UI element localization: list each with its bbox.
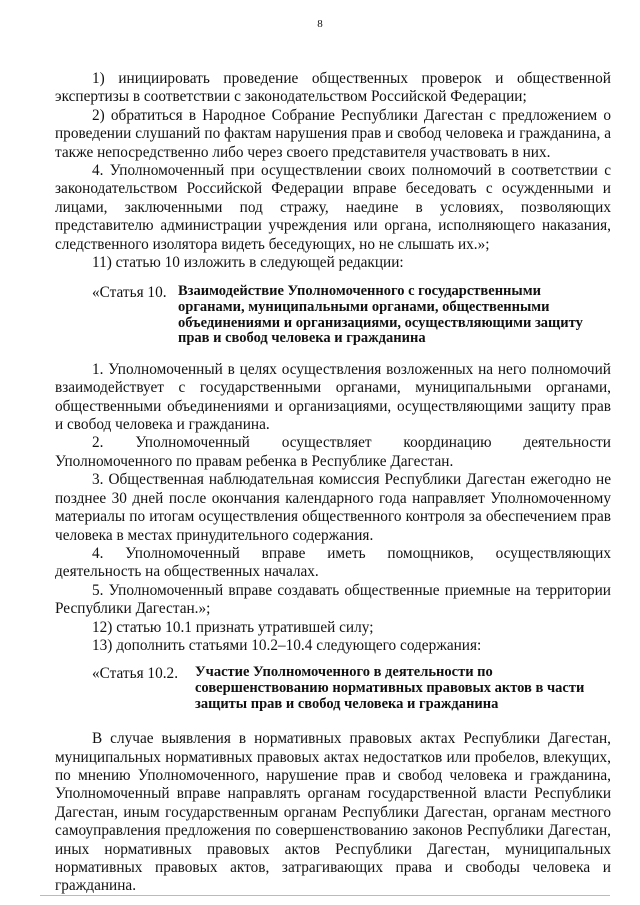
paragraph: 2) обратиться в Народное Собрание Республики Дагестан с предложением о проведении слушаний по фактам нарушения прав и свобод человека и гражданина, а также непосредственно либо через своего представителя участвовать в них.: [55, 106, 611, 161]
paragraph: 1) инициировать проведение общественных проверок и общественной экспертизы в соответствии с законодательством Российской Федерации;: [55, 70, 611, 106]
article-title: Участие Уполномоченного в деятельности по совершенствованию нормативных правовых актов в части защиты прав и свобод человека и гражданина: [195, 664, 585, 712]
article-heading-10: [92, 284, 611, 346]
article-title: Взаимодействие Уполномоченного с государственными органами, муниципальными органами, общественными объединениями и организациями, осуществляющими защиту прав и свобод человека и гражданина: [178, 283, 583, 347]
paragraph: 11) статью 10 изложить в следующей редакции:: [92, 254, 404, 272]
article-label: «Статья 10.: [92, 284, 167, 302]
paragraph: 4. Уполномоченный при осуществлении своих полномочий в соответствии с законодательством Российской Федерации вправе беседовать с осужденными и лицами, заключенными под стражу, наедине в условиях, позволяющих представителю администрации учреждения или органа, исполняющего наказания, следственного изолятора видеть беседующих, но не слышать их.»;: [55, 162, 611, 253]
paragraph: 12) статью 10.1 признать утратившей силу;: [92, 618, 374, 636]
paragraph: 5. Уполномоченный вправе создавать общественные приемные на территории Республики Дагестан.»;: [55, 581, 611, 618]
document-body: [55, 70, 611, 896]
page-number: 8: [317, 18, 323, 30]
paragraph: 3. Общественная наблюдательная комиссия Республики Дагестан ежегодно не позднее 30 дней после окончания календарного года направляет Уполномоченному материалы по итогам осуществления общественного контроля за обеспечением прав человека в местах принудительного содержания.: [55, 471, 611, 544]
paragraph: 4. Уполномоченный вправе иметь помощников, осуществляющих деятельность на общественных началах.: [55, 544, 611, 581]
paragraph: 1. Уполномоченный в целях осуществления возложенных на него полномочий взаимодействует с государственными органами, муниципальными органами, общественными объединениями и организациями, осуществляющими защиту прав и свобод человека и гражданина.: [55, 360, 611, 434]
article-label: «Статья 10.2.: [92, 665, 179, 683]
page-edge-line: [40, 895, 610, 896]
paragraph: В случае выявления в нормативных правовых актах Республики Дагестан, муниципальных нормативных правовых актах недостатков или пробелов, влекущих, по мнению Уполномоченного, нарушение прав и свобод человека и гражданина, Уполномоченный вправе направлять органам государственной власти Республики Дагестан, иным государственным органам Республики Дагестан, органам местного самоуправления предложения по совершенствованию законов Республики Дагестан, иных нормативных правовых актов Республики Дагестан, муниципальных нормативных правовых актов, затрагивающих права и свободы человека и гражданина.: [55, 730, 611, 895]
paragraph: 13) дополнить статьями 10.2–10.4 следующего содержания:: [92, 636, 482, 654]
article-heading-10-2: [92, 665, 611, 712]
paragraph: 2. Уполномоченный осуществляет координацию деятельности Уполномоченного по правам ребенка в Республике Дагестан.: [55, 434, 611, 470]
